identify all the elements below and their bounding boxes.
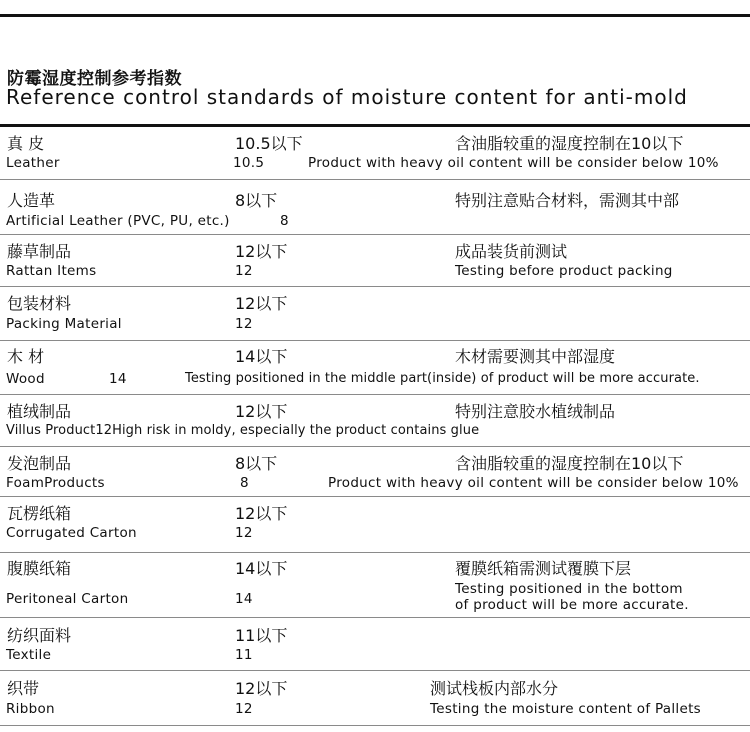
row-11-name-en: Ribbon bbox=[6, 701, 55, 717]
row-7-note-cn: 含油脂较重的湿度控制在10以下 bbox=[455, 454, 684, 473]
row-separator bbox=[0, 446, 750, 447]
row-3-limit: 12以下 bbox=[235, 242, 288, 261]
row-1-limit: 10.5以下 bbox=[235, 134, 303, 153]
row-6-name-en: Villus Product12High risk in moldy, especially the product contains glue bbox=[6, 423, 480, 438]
top-rule bbox=[0, 14, 750, 17]
row-7-name-cn: 发泡制品 bbox=[7, 454, 72, 473]
row-8-limit: 12以下 bbox=[235, 504, 288, 523]
header-rule bbox=[0, 124, 750, 127]
row-2-limit: 8以下 bbox=[235, 191, 278, 210]
row-3-name-en: Rattan Items bbox=[6, 263, 97, 279]
row-separator bbox=[0, 552, 750, 553]
row-3-note-en: Testing before product packing bbox=[455, 263, 673, 279]
row-4-value: 12 bbox=[235, 316, 253, 332]
row-4-name-cn: 包装材料 bbox=[7, 294, 72, 313]
row-4-limit: 12以下 bbox=[235, 294, 288, 313]
row-10-name-en: Textile bbox=[6, 647, 52, 663]
row-6-note-cn: 特别注意胶水植绒制品 bbox=[455, 402, 616, 421]
row-2-name-cn: 人造革 bbox=[7, 191, 56, 210]
row-2-name-en: Artificial Leather (PVC, PU, etc.) bbox=[6, 213, 230, 229]
row-separator bbox=[0, 394, 750, 395]
row-9-name-en: Peritoneal Carton bbox=[6, 591, 129, 607]
row-separator bbox=[0, 617, 750, 618]
row-6-name-cn: 植绒制品 bbox=[7, 402, 72, 421]
row-10-value: 11 bbox=[235, 647, 253, 663]
row-separator bbox=[0, 234, 750, 235]
row-3-name-cn: 藤草制品 bbox=[7, 242, 72, 261]
row-1-note-cn: 含油脂较重的湿度控制在10以下 bbox=[455, 134, 684, 153]
row-11-note-cn: 测试栈板内部水分 bbox=[430, 679, 559, 698]
row-5-limit: 14以下 bbox=[235, 347, 288, 366]
row-separator bbox=[0, 286, 750, 287]
row-11-note-en: Testing the moisture content of Pallets bbox=[430, 701, 702, 717]
row-separator bbox=[0, 725, 750, 726]
row-4-name-en: Packing Material bbox=[6, 316, 122, 332]
row-8-name-cn: 瓦楞纸箱 bbox=[7, 504, 72, 523]
row-10-limit: 11以下 bbox=[235, 626, 288, 645]
row-8-value: 12 bbox=[235, 525, 253, 541]
row-3-value: 12 bbox=[235, 263, 253, 279]
row-1-name-en: Leather bbox=[6, 155, 60, 171]
row-11-name-cn: 织带 bbox=[7, 679, 40, 698]
row-1-note-en: Product with heavy oil content will be consider below 10% bbox=[308, 155, 719, 171]
row-5-note-cn: 木材需要测其中部湿度 bbox=[455, 347, 616, 366]
row-9-name-cn: 腹膜纸箱 bbox=[7, 559, 72, 578]
row-9-note-en: Testing positioned in the bottom bbox=[455, 581, 683, 597]
row-7-name-en: FoamProducts bbox=[6, 475, 105, 491]
row-2-value: 8 bbox=[280, 213, 289, 229]
row-7-limit: 8以下 bbox=[235, 454, 278, 473]
row-8-name-en: Corrugated Carton bbox=[6, 525, 137, 541]
row-separator bbox=[0, 179, 750, 180]
row-5-value: 14 bbox=[109, 371, 127, 387]
row-9-note-en-2: of product will be more accurate. bbox=[455, 597, 689, 613]
row-7-value: 8 bbox=[240, 475, 249, 491]
row-7-note-en: Product with heavy oil content will be consider below 10% bbox=[328, 475, 739, 491]
row-separator bbox=[0, 670, 750, 671]
row-2-note-cn: 特别注意贴合材料，需测其中部 bbox=[455, 191, 680, 210]
row-1-name-cn: 真 皮 bbox=[7, 134, 45, 153]
row-5-name-en: Wood bbox=[6, 371, 45, 387]
row-1-value: 10.5 bbox=[233, 155, 265, 171]
row-9-value: 14 bbox=[235, 591, 253, 607]
title-english: Reference control standards of moisture content for anti-mold bbox=[6, 85, 688, 109]
row-9-limit: 14以下 bbox=[235, 559, 288, 578]
row-separator bbox=[0, 496, 750, 497]
row-11-value: 12 bbox=[235, 701, 253, 717]
row-3-note-cn: 成品装货前测试 bbox=[455, 242, 568, 261]
row-6-limit: 12以下 bbox=[235, 402, 288, 421]
row-11-limit: 12以下 bbox=[235, 679, 288, 698]
row-separator bbox=[0, 340, 750, 341]
title-chinese: 防霉湿度控制参考指数 bbox=[7, 69, 182, 89]
row-5-name-cn: 木 材 bbox=[7, 347, 45, 366]
row-5-note-en: Testing positioned in the middle part(inside) of product will be more accurate. bbox=[185, 371, 700, 386]
row-10-name-cn: 纺织面料 bbox=[7, 626, 72, 645]
row-9-note-cn: 覆膜纸箱需测试覆膜下层 bbox=[455, 559, 632, 578]
